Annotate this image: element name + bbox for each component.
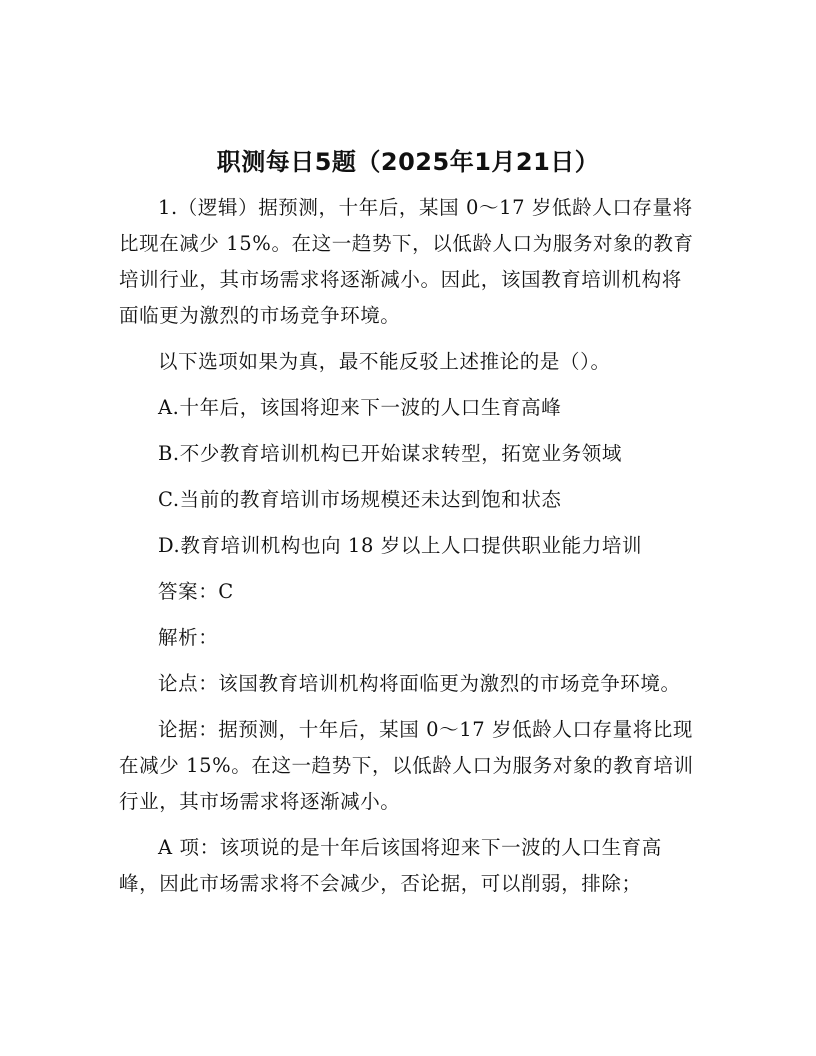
page-title: 职测每日5题（2025年1月21日）	[216, 148, 600, 176]
analysis-heading: 解析：	[158, 626, 219, 649]
argument-evidence: 论据：据预测，十年后，某国 0～17 岁低龄人口存量将比现在减少 15%。在这一趋势下，以低龄人口为服务对象的教育培训行业，其市场需求将逐渐减小。	[119, 718, 694, 813]
option-a-explanation: A 项：该项说的是十年后该国将迎来下一波的人口生育高峰，因此市场需求将不会减少，否论据，可以削弱，排除；	[119, 836, 662, 895]
document-body	[119, 190, 697, 912]
option-a: A.十年后，该国将迎来下一波的人口生育高峰	[158, 396, 562, 419]
option-b: B.不少教育培训机构已开始谋求转型，拓宽业务领域	[158, 442, 622, 465]
answer-line: 答案：C	[158, 580, 234, 603]
argument-point: 论点：该国教育培训机构将面临更为激烈的市场竞争环境。	[158, 672, 681, 695]
question-stem: 1.（逻辑）据预测，十年后，某国 0～17 岁低龄人口存量将比现在减少 15%。在这一趋势下，以低龄人口为服务对象的教育培训行业，其市场需求将逐渐减小。因此，该国教育培训机构将面临更为激烈的市场竞争环境。	[119, 196, 694, 327]
option-c: C.当前的教育培训市场规模还未达到饱和状态	[158, 488, 562, 511]
option-d: D.教育培训机构也向 18 岁以上人口提供职业能力培训	[158, 534, 643, 557]
question-prompt: 以下选项如果为真，最不能反驳上述推论的是（）。	[158, 350, 611, 373]
